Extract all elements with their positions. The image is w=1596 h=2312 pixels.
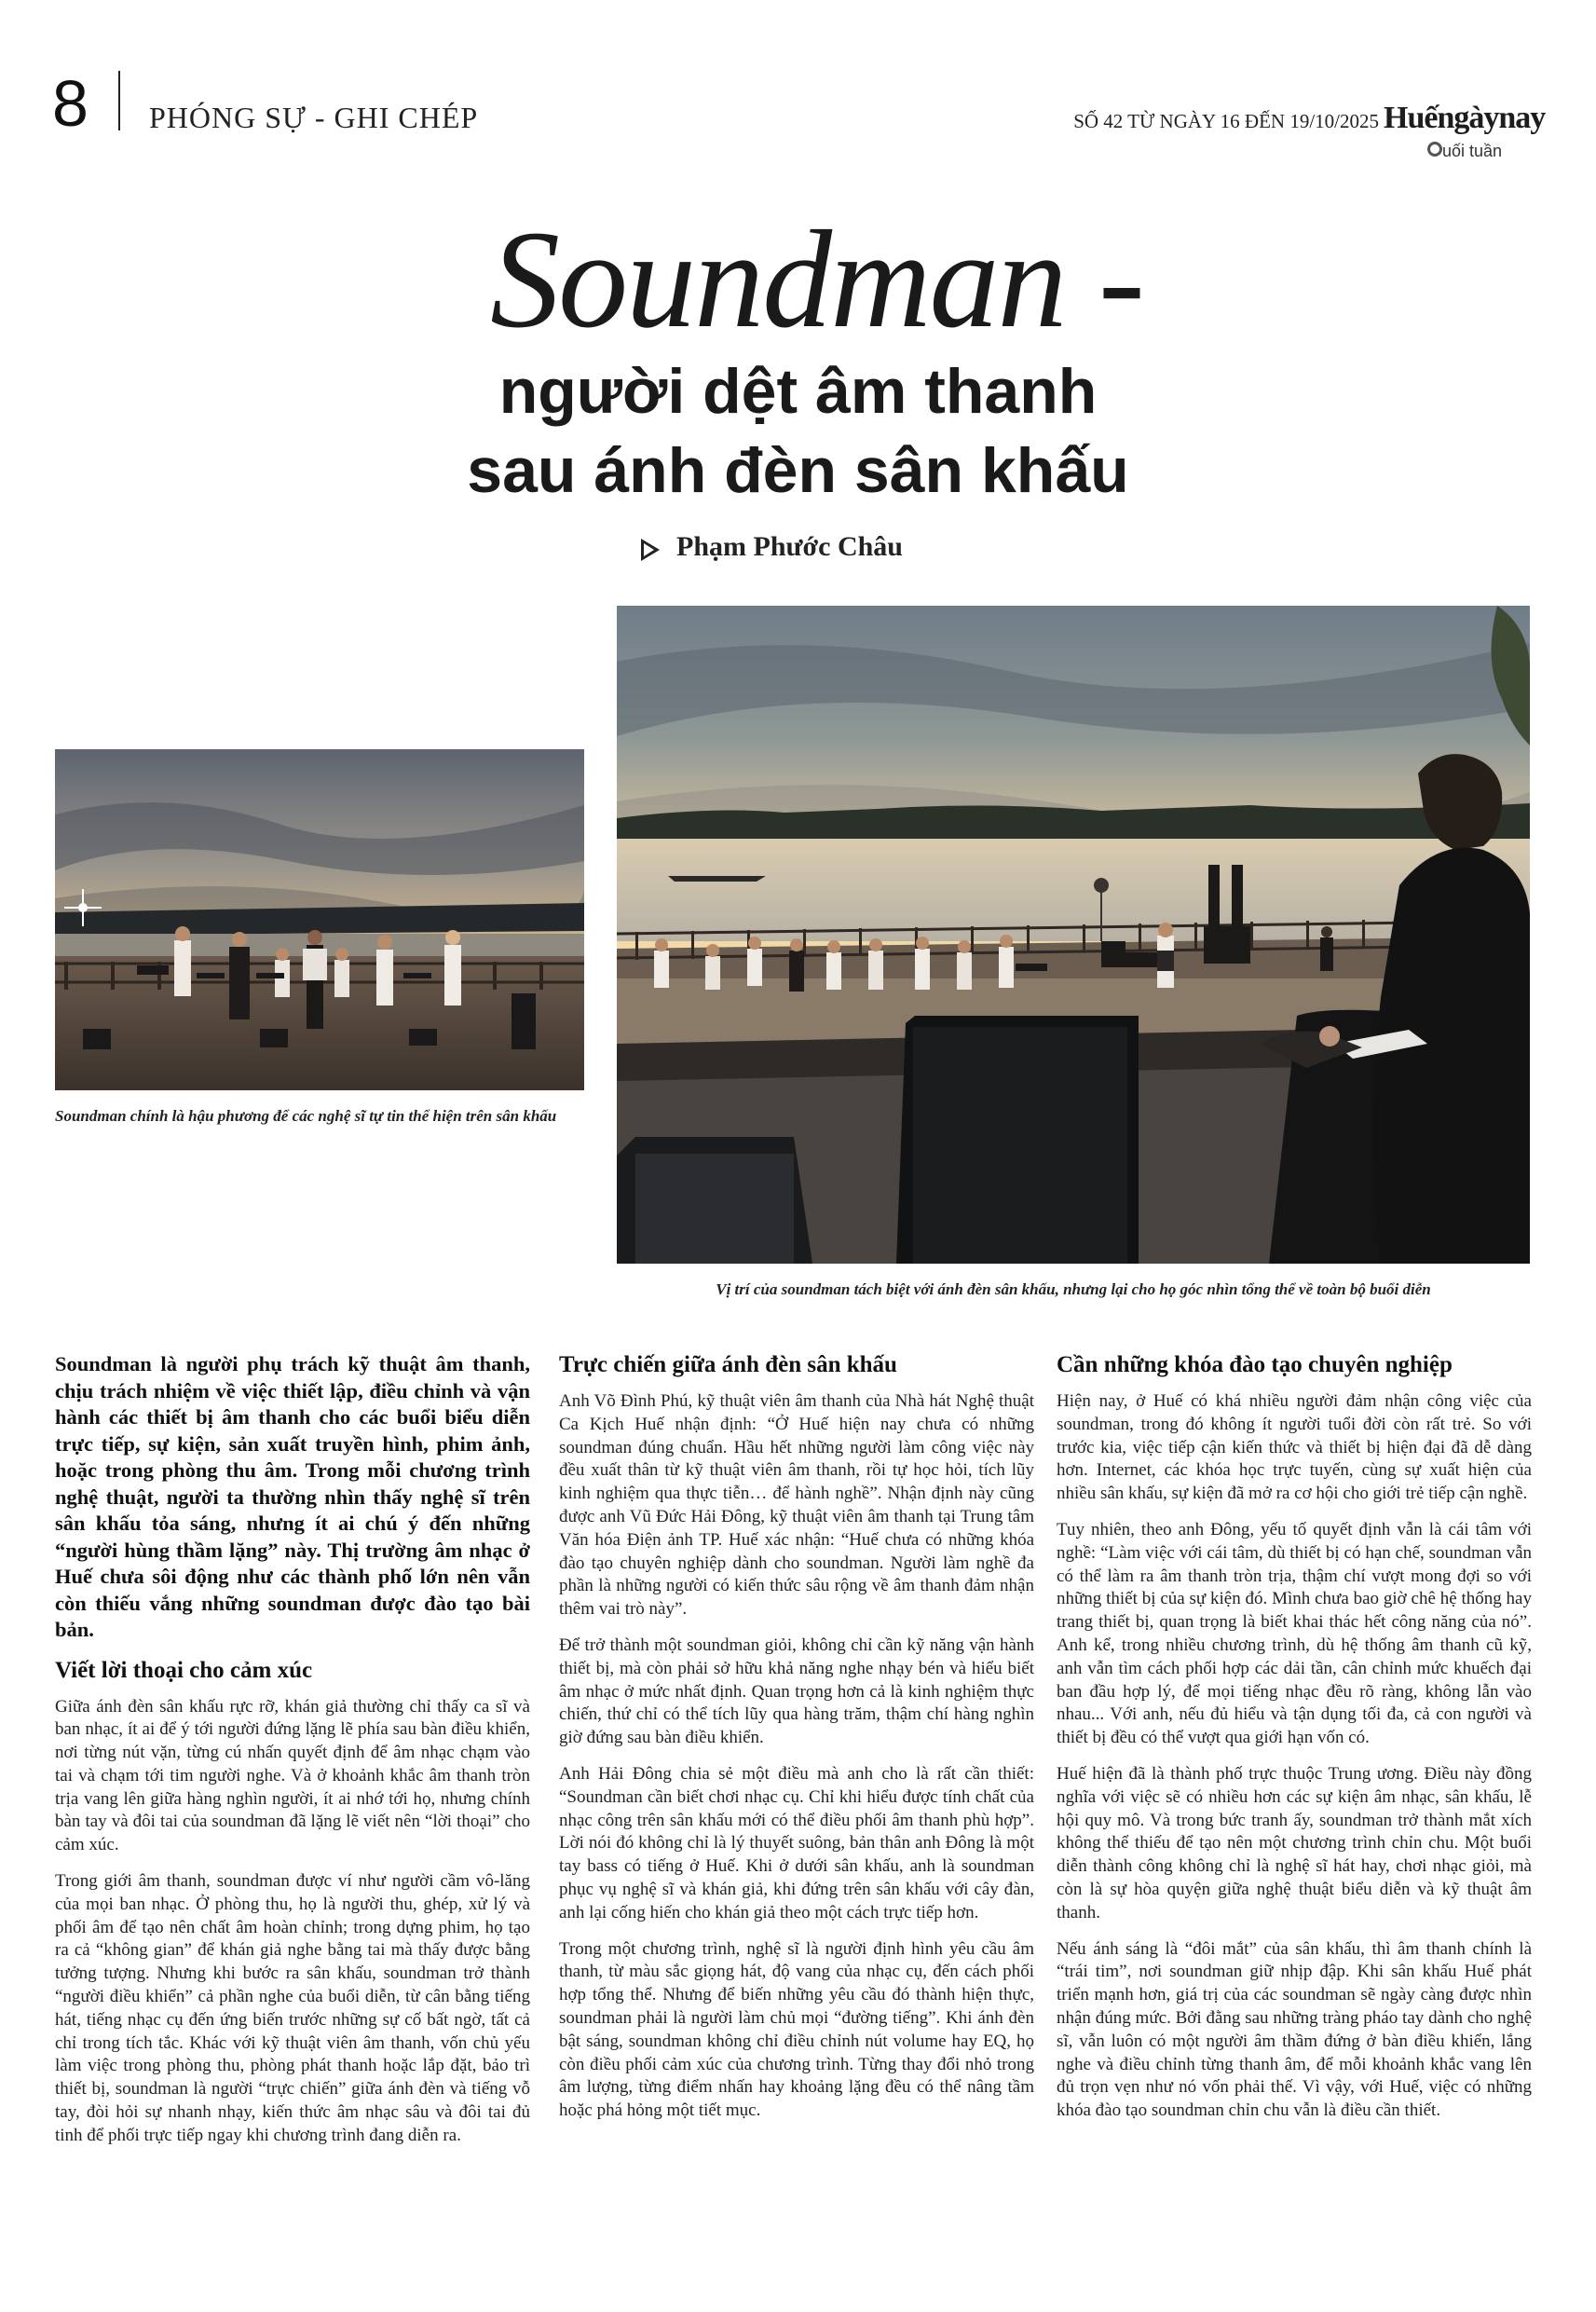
play-triangle-icon	[641, 539, 660, 561]
article-title: Soundman -	[490, 202, 1143, 357]
paragraph: Hiện nay, ở Huế có khá nhiều người đảm nhận công việc của soundman, trong đó không ít người tuổi đời còn rất trẻ. So với trước kia, việc tiếp cận kiến thức và thiết bị hiện đại đã dễ dàng hơn. Internet, các khóa học trực tuyến, cùng sự xuất hiện của nhiều sân khấu, sự kiện đã mở ra cơ hội cho giới trẻ tiếp cận nghề.	[1057, 1391, 1532, 1504]
section-label: PHÓNG SỰ - GHI CHÉP	[149, 101, 479, 134]
masthead-subtitle: uối tuần	[1442, 142, 1503, 160]
article-column-2	[559, 1351, 1034, 2136]
article-column-3	[1057, 1351, 1532, 2136]
photo-caption-2: Vị trí của soundman tách biệt với ánh đèn sân khấu, nhưng lại cho họ góc nhìn tổng thể về toàn bộ buổi diễn	[716, 1280, 1431, 1298]
paragraph: Giữa ánh đèn sân khấu rực rỡ, khán giả thường chỉ thấy ca sĩ và ban nhạc, ít ai để ý tới người đứng lặng lẽ phía sau bàn điều khiển, nơi từng nút vặn, từng cú nhấn quyết định để âm nhạc chạm vào tai và chạm tới tim người nghe. Và ở khoảnh khắc âm thanh tròn trịa vang lên giữa hàng nghìn người, ít ai nhớ tới họ, nhưng chính bàn tay và đôi tai của soundman đã lặng lẽ viết nên “lời thoại” cho cảm xúc.	[55, 1696, 530, 1855]
section-heading-2: Trực chiến giữa ánh đèn sân khấu	[559, 1352, 897, 1377]
paragraph: Để trở thành một soundman giỏi, không chỉ cần kỹ năng vận hành thiết bị, mà còn phải sở hữu khả năng nghe nhạy bén và hiểu biết âm nhạc ở mức nhất định. Quan trọng hơn cả là kinh nghiệm thực chiến, thứ chỉ có thể tích lũy qua hàng trăm, thậm chí hàng nghìn giờ đứng sau bàn điều khiển.	[559, 1635, 1034, 1748]
issue-info: SỐ 42 TỪ NGÀY 16 ĐẾN 19/10/2025	[1073, 110, 1379, 132]
section-heading-1: Viết lời thoại cho cảm xúc	[55, 1657, 313, 1683]
article-lead: Soundman là người phụ trách kỹ thuật âm thanh, chịu trách nhiệm về việc thiết lập, điều chỉnh và vận hành các thiết bị âm thanh cho các buổi biểu diễn trực tiếp, sự kiện, sản xuất truyền hình, phim ảnh, hoặc trong phòng thu âm. Trong mỗi chương trình nghệ thuật, người ta thường nhìn thấy nghệ sĩ trên sân khấu tỏa sáng, nhưng ít ai chú ý đến những “người hùng thầm lặng” này. Thị trường âm nhạc ở Huế chưa sôi động như các thành phố lớn nên vẫn còn thiếu vắng những soundman được đào tạo bài bản.	[55, 1352, 530, 1641]
masthead-logo: Huếngàynay	[1384, 101, 1546, 135]
paragraph: Anh Hải Đông chia sẻ một điều mà anh cho là rất cần thiết: “Soundman cần biết chơi nhạc cụ. Chỉ khi hiểu được tính chất của nhạc công trên sân khấu mới có thể điều phối âm thanh phù hợp”. Lời nói đó không chỉ là lý thuyết suông, bản thân anh Đông là một tay bass có tiếng ở Huế. Khi ở dưới sân khấu, anh là soundman phục vụ nghệ sĩ và khán giả, khi đứng trên sân khấu với cây đàn, anh lại cống hiến cho khán giả theo một cách trực tiếp hơn.	[559, 1763, 1034, 1922]
article-column-1	[55, 1351, 530, 2161]
photo-band-stage	[55, 749, 584, 1090]
masthead-c-icon	[1427, 142, 1442, 157]
paragraph: Huế hiện đã là thành phố trực thuộc Trung ương. Điều này đồng nghĩa với việc sẽ có nhiều hơn các sự kiện âm nhạc, sân khấu, lễ hội quy mô. Và trong bức tranh ấy, soundman trở thành mắt xích không thể thiếu để tạo nên một chương trình chỉn chu. Một buổi diễn thành công không chỉ là nghệ sĩ hát hay, chơi nhạc giỏi, mà còn là sự hòa quyện giữa nghệ thuật biểu diễn và kỹ thuật âm thanh.	[1057, 1763, 1532, 1922]
section-heading-3: Cần những khóa đào tạo chuyên nghiệp	[1057, 1352, 1453, 1377]
author-byline: Phạm Phước Châu	[676, 531, 903, 562]
photo-soundman-mixer	[617, 606, 1530, 1264]
paragraph: Nếu ánh sáng là “đôi mắt” của sân khấu, thì âm thanh chính là “trái tim”, nơi soundman giữ nhịp đập. Khi sân khấu Huế phát triển mạnh hơn, giá trị của các soundman sẽ ngày càng được nhìn nhận đúng mức. Bởi đằng sau những tràng pháo tay dành cho nghệ sĩ, vẫn luôn có một người âm thầm đứng ở bàn điều khiển, lắng nghe và điều chỉnh từng thanh âm, để mỗi khoảnh khắc vang lên đủ trọn vẹn như nó vốn phải thế. Vì vậy, với Huế, việc có những khóa đào tạo soundman chỉn chu vẫn là điều cần thiết.	[1057, 1938, 1532, 2121]
header-divider	[118, 71, 120, 130]
paragraph: Tuy nhiên, theo anh Đông, yếu tố quyết định vẫn là cái tâm với nghề: “Làm việc với cái tâm, dù thiết bị có hạn chế, soundman vẫn có thể làm ra âm thanh tròn trịa, thậm chí vượt mong đợi so với những thiết bị của sự kiện đó. Mình chưa bao giờ chê hệ thống hay trang thiết bị, quan trọng là biết khai thác hết công năng của nó”. Anh kể, trong nhiều chương trình, dù hệ thống âm thanh cũ kỹ, anh vẫn tìm cách phối hợp các dải tần, cân chỉnh mức khuếch đại ban đầu hợp lý, để mọi tiếng nhạc đều rõ ràng, không lẫn vào nhau... Với anh, nếu đủ hiểu và tận dụng tối đa, cả con người và thiết bị đều có thể vượt qua giới hạn vốn có.	[1057, 1519, 1532, 1748]
paragraph: Anh Võ Đình Phú, kỹ thuật viên âm thanh của Nhà hát Nghệ thuật Ca Kịch Huế nhận định: “Ở Huế hiện nay chưa có những soundman đúng chuẩn. Hầu hết những người làm công việc này đều xuất thân từ kỹ thuật viên âm thanh, rồi tự học hỏi, tích lũy kinh nghiệm qua thực tiễn… để hành nghề”. Nhận định này cũng được anh Vũ Đức Hải Đông, kỹ thuật viên âm thanh tại Trung tâm Văn hóa Điện ảnh TP. Huế xác nhận: “Huế chưa có những khóa đào tạo chuyên nghiệp dành cho soundman. Người làm nghề đa phần là những người có kiến thức sâu rộng về âm thanh đảm nhận thêm vai trò này”.	[559, 1391, 1034, 1620]
photo-caption-1: Soundman chính là hậu phương để các nghệ sĩ tự tin thể hiện trên sân khấu	[55, 1107, 557, 1125]
page-number: 8	[52, 67, 89, 140]
article-subtitle-line2: sau ánh đèn sân khấu	[467, 435, 1129, 506]
paragraph: Trong một chương trình, nghệ sĩ là người định hình yêu cầu âm thanh, từ màu sắc giọng hát, độ vang của nhạc cụ, đến cách phối hợp tổng thể. Nhưng để biến những yêu cầu đó thành hiện thực, soundman phải là người làm chủ mọi “đường tiếng”. Khi ánh đèn bật sáng, soundman không chỉ điều chỉnh nút volume hay EQ, họ còn điều phối cảm xúc của chương trình. Từng thay đổi nhỏ trong âm lượng, từng điểm nhấn hay khoảng lặng đều có thể nâng tầm hoặc phá hỏng một tiết mục.	[559, 1938, 1034, 2121]
article-subtitle-line1: người dệt âm thanh	[498, 356, 1098, 427]
paragraph: Trong giới âm thanh, soundman được ví như người cầm vô-lăng của mọi ban nhạc. Ở phòng thu, họ là người thu, ghép, xử lý và phối âm để tạo nên chất âm hoàn chỉnh; trong dựng phim, họ tạo ra cả “không gian” để khán giả nghe bằng tai mà thấy được bằng tưởng tượng. Nhưng khi bước ra sân khấu, soundman trở thành “người điều khiển” cả phần nghe của buổi diễn, từ cân bằng tiếng hát, tiếng nhạc cụ đến ứng biến trước những sự cố bất ngờ, tất cả chỉ trong tích tắc. Khác với kỹ thuật viên âm thanh, vốn chủ yếu làm việc trong phòng thu, phòng phát thanh hoặc lắp đặt, bảo trì thiết bị, soundman là người “trực chiến” giữa ánh đèn và tiếng vỗ tay, đòi hỏi sự nhanh nhạy, kiến thức âm nhạc sâu và đôi tai đủ tinh để phối trực tiếp ngay khi chương trình đang diễn ra.	[55, 1871, 530, 2145]
